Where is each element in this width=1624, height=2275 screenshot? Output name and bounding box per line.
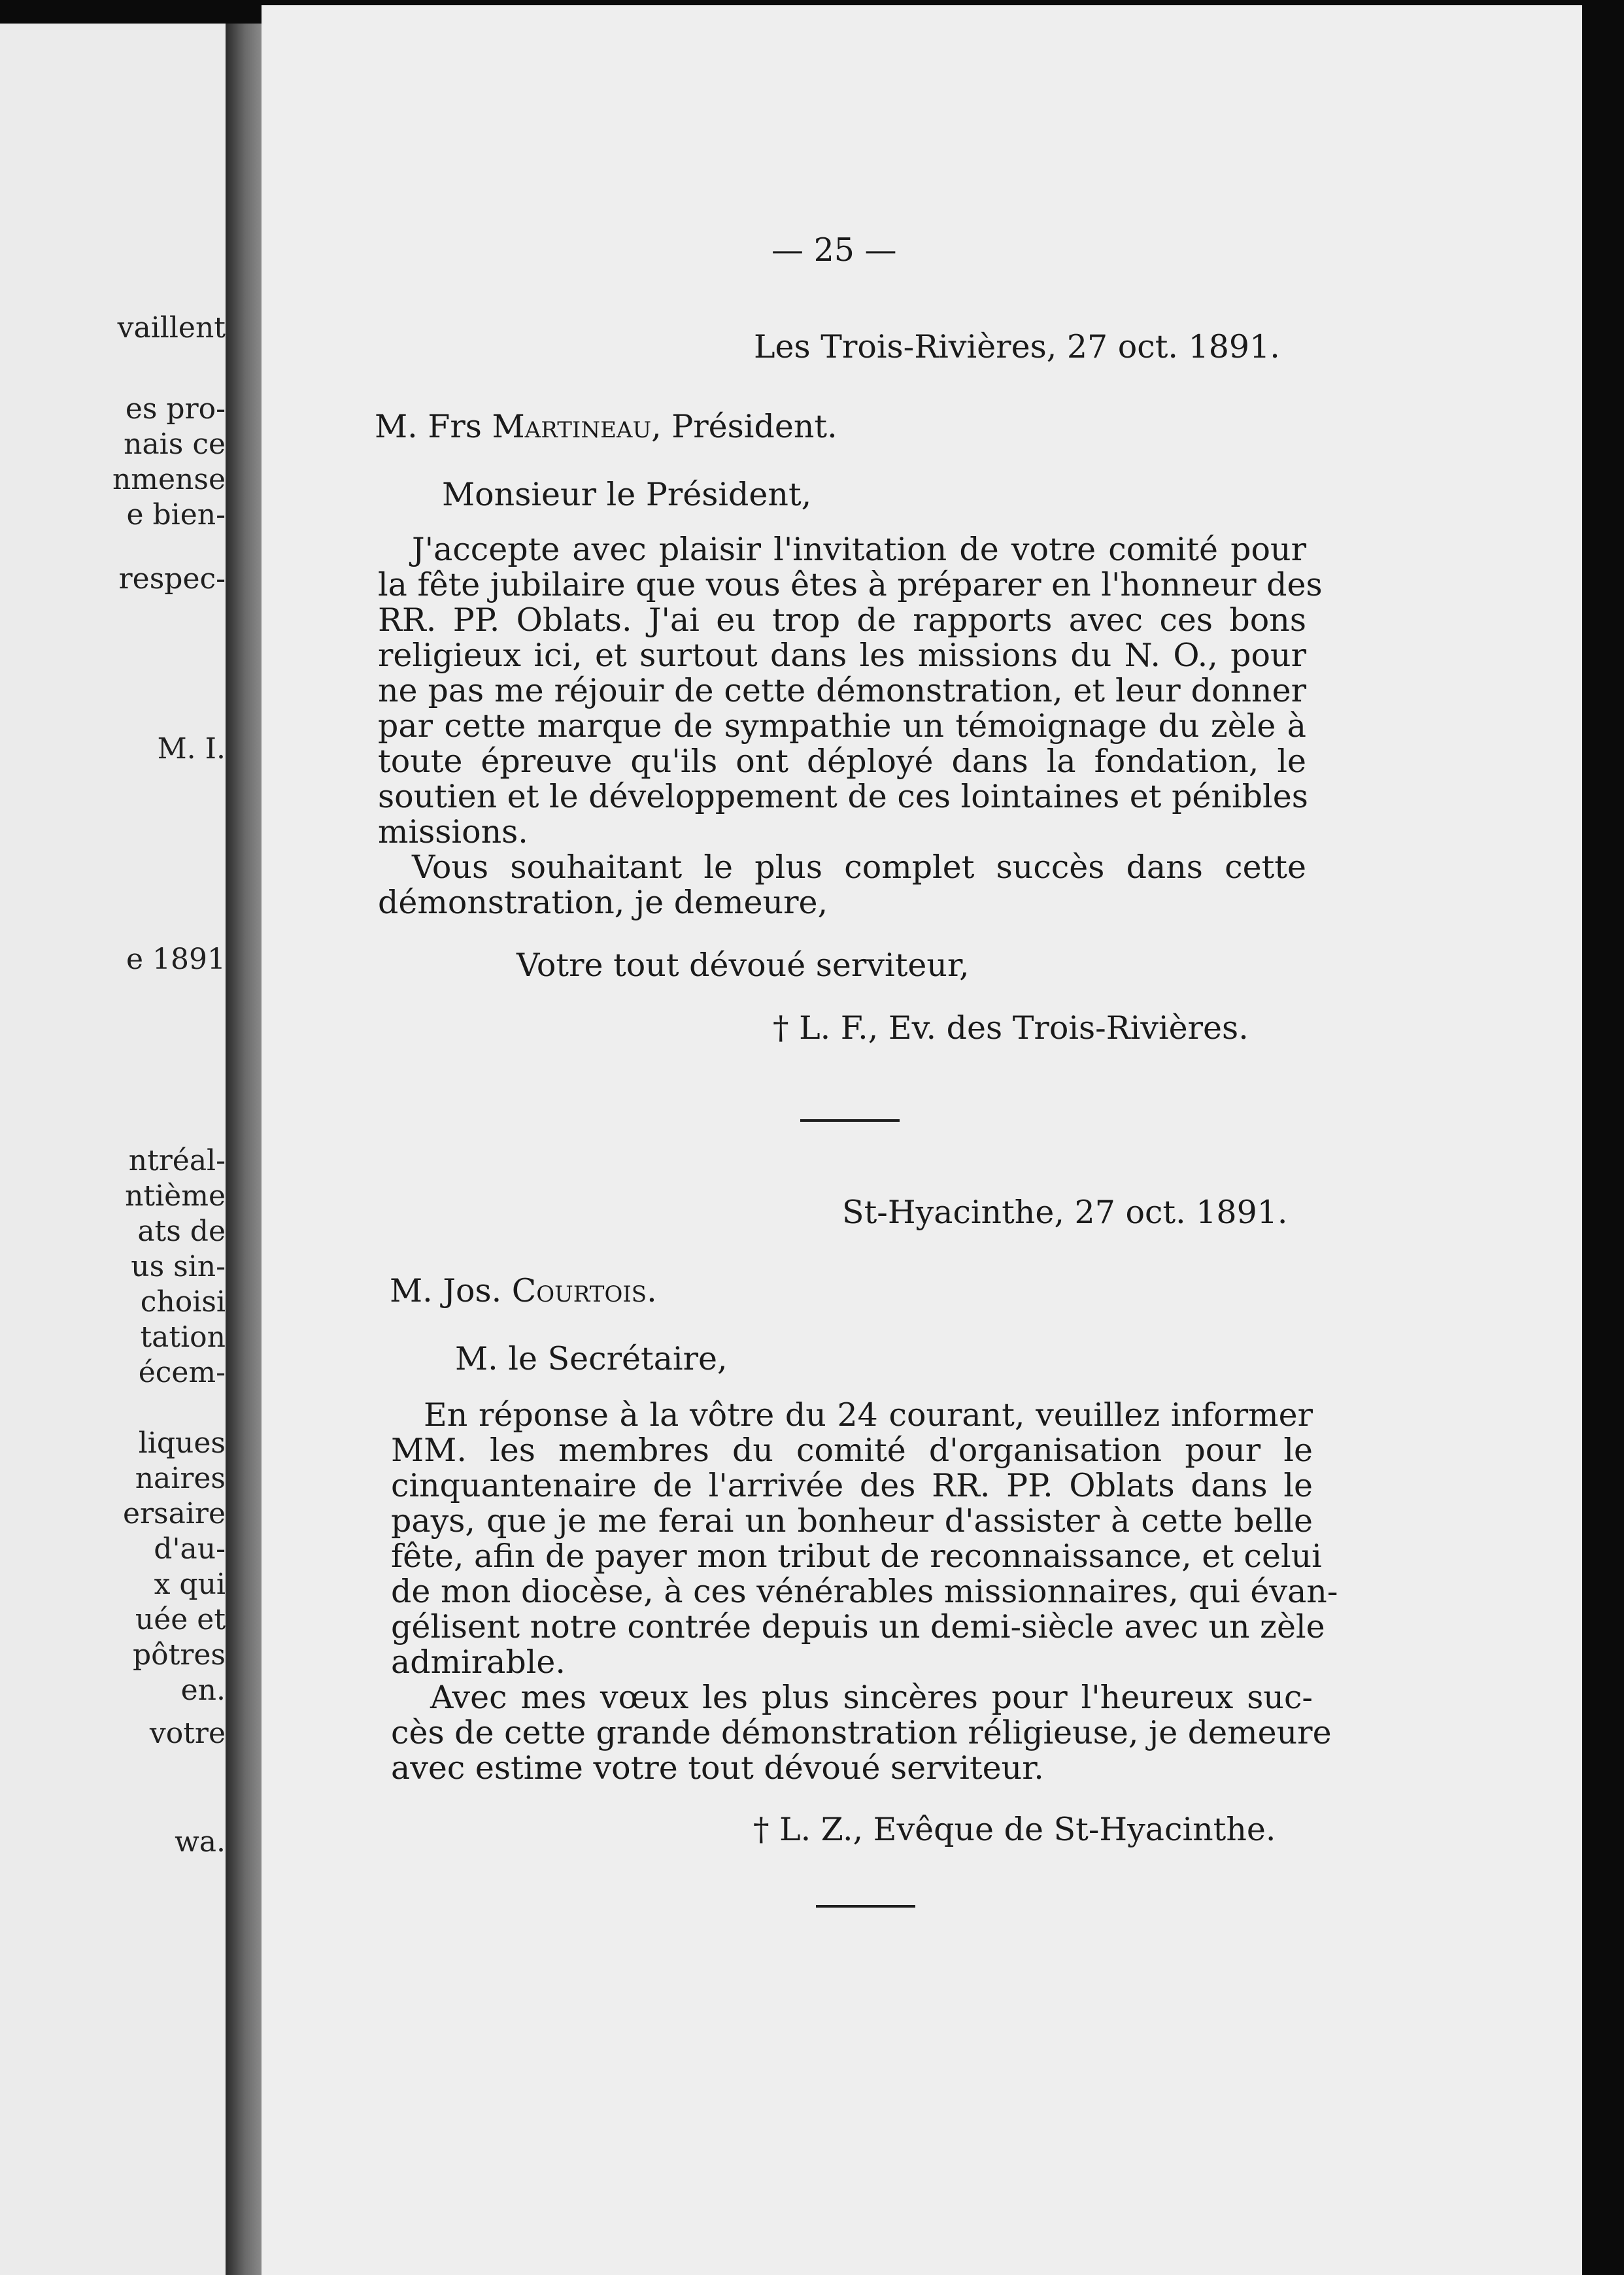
letter1-salutation: Monsieur le Président, <box>442 476 812 513</box>
letter1-body-line: religieux ici, et surtout dans les missions du N. O., pour <box>378 637 1306 674</box>
letter2-signature: † L. Z., Evêque de St-Hyacinthe. <box>753 1811 1276 1848</box>
letter1-body-line: par cette marque de sympathie un témoignage du zèle à <box>378 707 1306 745</box>
addressee-prefix: M. Frs <box>375 408 482 445</box>
letter2-body-line: cès de cette grande démonstration réligieuse, je demeure <box>391 1714 1332 1751</box>
left-page-line: M. I. <box>157 732 226 766</box>
left-page-line: e 1891 <box>126 943 226 976</box>
letter1-body-line: la fête jubilaire que vous êtes à préparer en l'honneur des <box>378 566 1323 603</box>
letter2-body-line: En réponse à la vôtre du 24 courant, veuillez informer <box>424 1396 1313 1434</box>
letter1-body-line: RR. PP. Oblats. J'ai eu trop de rapports avec ces bons <box>378 601 1306 639</box>
left-page-line: pôtres <box>133 1638 226 1672</box>
letter2-addressee <box>390 1272 657 1309</box>
letter2-body-line: admirable. <box>391 1643 566 1681</box>
right-page <box>262 5 1582 2275</box>
letter2-body-line: fête, afin de payer mon tribut de reconnaissance, et celui <box>391 1538 1322 1575</box>
letter1-addressee <box>375 408 837 445</box>
left-page-line: d'au- <box>154 1532 226 1566</box>
left-page-line: ntième <box>125 1179 226 1213</box>
left-page-line: ntréal- <box>128 1144 226 1177</box>
section-divider <box>816 1905 915 1908</box>
addressee-suffix: . <box>647 1272 657 1309</box>
left-page-line: respec- <box>118 562 226 596</box>
letter1-body-line: soutien et le développement de ces lointaines et pénibles <box>378 778 1308 815</box>
left-page-line: ersaire <box>122 1497 226 1530</box>
left-page-line: choisi <box>140 1285 226 1319</box>
addressee-suffix: , Président. <box>651 408 837 445</box>
left-page-line: écem- <box>138 1356 226 1389</box>
left-page-line: wa. <box>175 1825 226 1859</box>
letter2-body-line: Avec mes vœux les plus sincères pour l'heureux suc- <box>430 1679 1313 1716</box>
letter2-dateline: St-Hyacinthe, 27 oct. 1891. <box>842 1194 1288 1231</box>
left-page-line: nais ce <box>124 428 226 461</box>
left-page-line: tation <box>140 1321 226 1354</box>
section-divider <box>800 1119 900 1122</box>
letter2-body-line: MM. les membres du comité d'organisation pour le <box>391 1432 1313 1469</box>
letter1-signature: † L. F., Ev. des Trois-Rivières. <box>773 1009 1249 1047</box>
left-page-line: ats de <box>137 1215 226 1248</box>
left-page-line: nmense <box>112 463 226 496</box>
left-page-line: x qui <box>154 1568 226 1601</box>
letter2-body-line: de mon diocèse, à ces vénérables missionnaires, qui évan- <box>391 1573 1338 1610</box>
left-page-line: liques <box>138 1426 226 1460</box>
letter1-body-line: ne pas me réjouir de cette démonstration, et leur donner <box>378 672 1306 709</box>
left-page-line: uée et <box>135 1603 226 1636</box>
letter1-dateline: Les Trois-Rivières, 27 oct. 1891. <box>754 328 1280 365</box>
left-page-line: en. <box>180 1674 226 1707</box>
letter1-body-line: Vous souhaitant le plus complet succès dans cette <box>412 849 1306 886</box>
letter1-body-line: toute épreuve qu'ils ont déployé dans la fondation, le <box>378 743 1306 780</box>
addressee-name: Martineau <box>492 408 652 445</box>
letter1-body-line: missions. <box>378 813 528 851</box>
addressee-name: Courtois <box>511 1272 647 1309</box>
left-page-line: es pro- <box>125 392 226 426</box>
left-page-line: vaillent <box>117 311 226 345</box>
page-number: — 25 — <box>771 231 897 269</box>
left-page-line: naires <box>135 1462 226 1495</box>
letter2-body-line: avec estime votre tout dévoué serviteur. <box>391 1749 1044 1787</box>
left-facing-page <box>0 24 226 2275</box>
left-page-line: e bien- <box>126 498 226 531</box>
left-page-line: votre <box>149 1717 226 1750</box>
letter1-body-line: démonstration, je demeure, <box>378 884 828 921</box>
left-page-line: us sin- <box>131 1250 226 1283</box>
letter2-salutation: M. le Secrétaire, <box>455 1340 728 1377</box>
addressee-prefix: M. Jos. <box>390 1272 502 1309</box>
letter2-body-line: pays, que je me ferai un bonheur d'assister à cette belle <box>391 1502 1313 1540</box>
letter1-body-line: J'accepte avec plaisir l'invitation de votre comité pour <box>412 531 1306 568</box>
letter2-body-line: cinquantenaire de l'arrivée des RR. PP. Oblats dans le <box>391 1467 1313 1504</box>
letter1-closing: Votre tout dévoué serviteur, <box>516 947 970 984</box>
letter2-body-line: gélisent notre contrée depuis un demi-siècle avec un zèle <box>391 1608 1325 1645</box>
